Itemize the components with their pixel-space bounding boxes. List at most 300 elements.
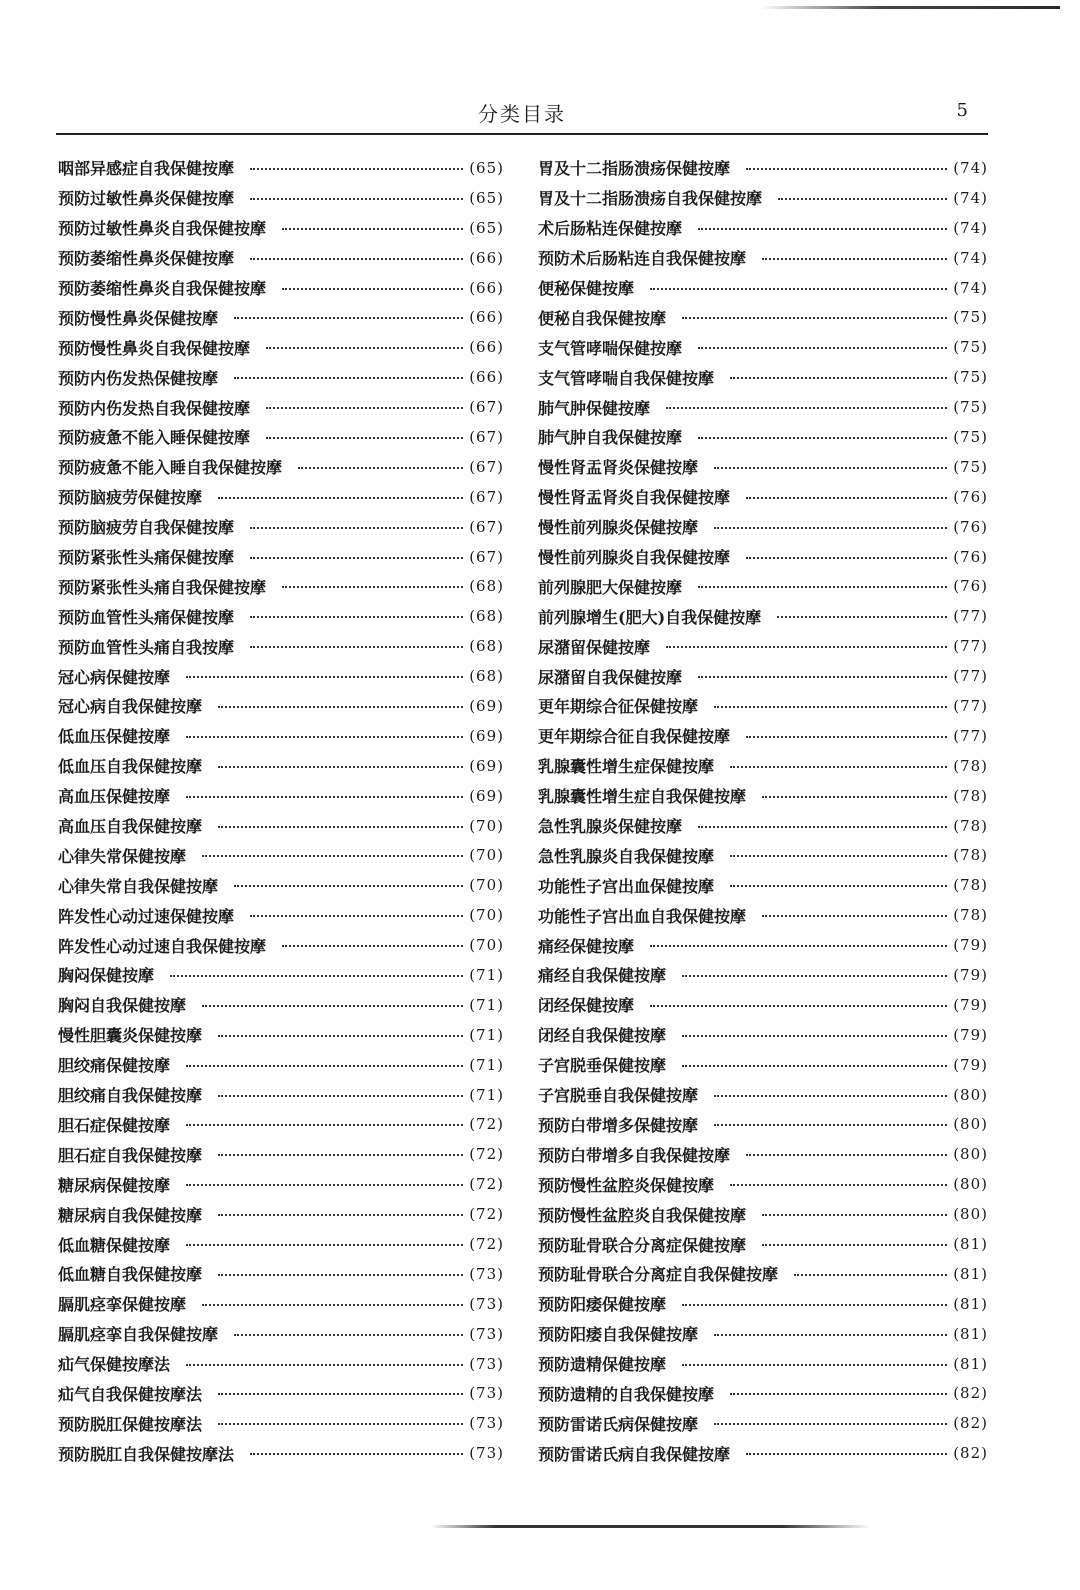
toc-entry (538, 1080, 988, 1110)
toc-dot-leader (666, 407, 947, 409)
toc-entry (538, 601, 988, 631)
toc-entry-page: (80) (953, 1115, 988, 1134)
toc-dot-leader (730, 1184, 947, 1186)
toc-entry-title: 慢性肾盂肾炎保健按摩 (538, 458, 699, 478)
toc-dot-leader (250, 1453, 463, 1455)
toc-entry-title: 预防萎缩性鼻炎自我保健按摩 (58, 279, 267, 298)
toc-entry (58, 870, 504, 900)
toc-entry-title: 糖尿病保健按摩 (58, 1175, 171, 1195)
toc-entry-title: 预防遗精保健按摩 (538, 1355, 667, 1375)
toc-entry-title: 痛经自我保健按摩 (538, 966, 667, 986)
toc-entry-title: 预防过敏性鼻炎保健按摩 (58, 189, 235, 209)
toc-dot-leader (746, 557, 947, 559)
toc-entry-page: (67) (469, 457, 504, 476)
toc-entry (538, 1259, 988, 1289)
toc-entry (58, 1438, 504, 1468)
toc-dot-leader (250, 168, 463, 170)
toc-entry-page: (81) (953, 1324, 988, 1343)
toc-entry (58, 1110, 504, 1140)
toc-dot-leader (282, 945, 463, 947)
toc-entry-page: (77) (953, 667, 988, 686)
toc-entry-page: (78) (953, 816, 988, 835)
toc-entry-page: (77) (953, 696, 988, 715)
toc-entry (538, 751, 988, 781)
toc-dot-leader (186, 1244, 463, 1246)
toc-entry-title: 阵发性心动过速自我保健按摩 (58, 936, 267, 956)
toc-entry (538, 661, 988, 691)
toc-entry (58, 213, 504, 243)
toc-entry (58, 332, 504, 362)
toc-entry (538, 1438, 988, 1468)
toc-entry-title: 预防白带增多保健按摩 (538, 1115, 699, 1135)
toc-entry-page: (66) (469, 278, 504, 297)
toc-entry-title: 心律失常保健按摩 (58, 846, 187, 866)
toc-dot-leader (682, 975, 947, 977)
toc-entry (538, 1289, 988, 1319)
toc-entry (538, 840, 988, 870)
toc-entry-page: (78) (953, 846, 988, 865)
toc-entry (58, 631, 504, 661)
toc-entry (58, 1289, 504, 1319)
toc-entry (538, 1110, 988, 1140)
toc-entry-page: (76) (953, 577, 988, 596)
toc-entry-title: 预防血管性头痛保健按摩 (58, 607, 235, 627)
toc-entry-page: (82) (953, 1384, 988, 1403)
toc-entry-page: (72) (469, 1175, 504, 1194)
toc-dot-leader (218, 1393, 463, 1395)
toc-entry-page: (75) (953, 427, 988, 446)
toc-entry-page: (80) (953, 1175, 988, 1194)
toc-entry-title: 咽部异感症自我保健按摩 (58, 159, 235, 179)
toc-entry-page: (65) (469, 218, 504, 237)
toc-dot-leader (730, 885, 947, 887)
toc-entry-page: (71) (469, 965, 504, 984)
toc-entry-page: (81) (953, 1235, 988, 1253)
toc-entry-page: (82) (953, 1414, 988, 1433)
toc-column-left (58, 153, 504, 1468)
toc-dot-leader (250, 198, 463, 200)
toc-entry-title: 痛经保健按摩 (538, 936, 635, 956)
toc-entry-title: 更年期综合征自我保健按摩 (538, 727, 731, 747)
toc-entry-page: (67) (469, 487, 504, 506)
toc-entry (58, 751, 504, 781)
toc-entry-page: (67) (469, 398, 504, 417)
toc-dot-leader (746, 1453, 947, 1455)
toc-dot-leader (746, 497, 947, 499)
toc-entry-page: (68) (469, 607, 504, 626)
toc-dot-leader (778, 198, 947, 200)
toc-entry-title: 预防雷诺氏病自我保健按摩 (538, 1444, 731, 1464)
toc-entry (538, 482, 988, 512)
toc-entry (58, 1229, 504, 1259)
toc-entry (538, 1408, 988, 1438)
toc-dot-leader (762, 1214, 947, 1216)
toc-entry-title: 胸闷保健按摩 (58, 966, 155, 986)
toc-entry-page: (66) (469, 308, 504, 327)
toc-dot-leader (250, 557, 463, 559)
toc-dot-leader (714, 1095, 947, 1097)
toc-entry-title: 术后肠粘连保健按摩 (538, 219, 683, 239)
toc-entry (58, 183, 504, 213)
toc-entry-title: 糖尿病自我保健按摩 (58, 1205, 203, 1225)
toc-entry-title: 支气管哮喘保健按摩 (538, 338, 683, 358)
toc-entry (538, 542, 988, 572)
toc-entry-title: 阵发性心动过速保健按摩 (58, 906, 235, 926)
toc-entry-title: 预防雷诺氏病保健按摩 (538, 1414, 699, 1434)
toc-entry-page: (78) (953, 876, 988, 895)
toc-entry (58, 452, 504, 482)
toc-entry-title: 胃及十二指肠溃疡自我保健按摩 (538, 189, 763, 209)
toc-entry (58, 1169, 504, 1199)
toc-dot-leader (250, 646, 463, 648)
toc-entry-title: 慢性胆囊炎保健按摩 (58, 1026, 203, 1046)
toc-entry-page: (79) (953, 1055, 988, 1074)
toc-entry-title: 膈肌痉挛自我保健按摩 (58, 1325, 219, 1345)
toc-entry-title: 预防慢性鼻炎自我保健按摩 (58, 338, 251, 358)
toc-dot-leader (746, 168, 947, 170)
toc-entry (538, 243, 988, 273)
toc-entry-page: (74) (953, 278, 988, 297)
toc-entry-page: (71) (469, 1085, 504, 1104)
toc-entry (538, 183, 988, 213)
toc-entry-title: 预防萎缩性鼻炎保健按摩 (58, 249, 235, 269)
toc-entry-title: 低血压保健按摩 (58, 727, 171, 747)
toc-entry-title: 预防术后肠粘连自我保健按摩 (538, 249, 747, 269)
toc-dot-leader (682, 1304, 947, 1306)
toc-entry-page: (78) (953, 786, 988, 805)
toc-dot-leader (762, 258, 947, 260)
toc-entry (58, 1080, 504, 1110)
toc-entry (58, 1349, 504, 1379)
toc-entry-page: (76) (953, 547, 988, 566)
toc-dot-leader (698, 586, 947, 588)
toc-dot-leader (218, 766, 463, 768)
toc-dot-leader (186, 1065, 463, 1067)
toc-entry-page: (77) (953, 607, 988, 626)
toc-entry (58, 392, 504, 422)
toc-entry-page: (70) (469, 816, 504, 835)
toc-entry-title: 预防脱肛保健按摩法 (58, 1414, 203, 1434)
toc-entry (58, 811, 504, 841)
toc-entry-title: 胸闷自我保健按摩 (58, 996, 187, 1016)
toc-entry (538, 1139, 988, 1169)
toc-entry-page: (67) (469, 547, 504, 566)
toc-entry (538, 422, 988, 452)
toc-dot-leader (266, 407, 463, 409)
toc-entry (58, 1020, 504, 1050)
toc-entry-page: (72) (469, 1115, 504, 1134)
toc-entry (58, 1199, 504, 1229)
toc-entry (538, 960, 988, 990)
toc-dot-leader (202, 855, 463, 857)
toc-entry (58, 1319, 504, 1349)
toc-entry (538, 512, 988, 542)
toc-dot-leader (234, 885, 463, 887)
toc-dot-leader (746, 736, 947, 738)
toc-entry-title: 冠心病自我保健按摩 (58, 697, 203, 717)
toc-dot-leader (650, 1005, 947, 1007)
toc-entry-page: (68) (469, 637, 504, 656)
toc-entry-title: 闭经自我保健按摩 (538, 1026, 667, 1046)
toc-entry-page: (81) (953, 1294, 988, 1313)
toc-entry-page: (75) (953, 368, 988, 387)
toc-entry-page: (66) (469, 248, 504, 267)
toc-entry-title: 功能性子宫出血保健按摩 (538, 876, 715, 896)
toc-entry (58, 362, 504, 392)
toc-entry-title: 胆石症自我保健按摩 (58, 1145, 203, 1165)
toc-entry-page: (80) (953, 1085, 988, 1104)
toc-entry (538, 781, 988, 811)
toc-dot-leader (698, 676, 947, 678)
toc-entry-page: (75) (953, 457, 988, 476)
toc-dot-leader (730, 855, 947, 857)
toc-dot-leader (218, 1095, 463, 1097)
toc-dot-leader (218, 497, 463, 499)
toc-entry-title: 胃及十二指肠溃疡保健按摩 (538, 159, 731, 179)
toc-entry-title: 预防慢性盆腔炎保健按摩 (538, 1175, 715, 1195)
toc-dot-leader (714, 527, 947, 529)
toc-entry (538, 273, 988, 303)
toc-entry-title: 预防内伤发热保健按摩 (58, 368, 219, 388)
toc-entry-page: (79) (953, 995, 988, 1014)
toc-dot-leader (234, 377, 463, 379)
toc-entry-title: 尿潴留保健按摩 (538, 637, 651, 657)
toc-dot-leader (714, 1124, 947, 1126)
toc-entry-title: 急性乳腺炎保健按摩 (538, 817, 683, 837)
toc-entry-title: 预防阳痿自我保健按摩 (538, 1325, 699, 1345)
toc-dot-leader (682, 1065, 947, 1067)
toc-entry-title: 高血压保健按摩 (58, 787, 171, 807)
toc-entry-page: (71) (469, 1055, 504, 1074)
toc-entry-title: 预防血管性头痛自我按摩 (58, 637, 235, 657)
toc-entry (58, 153, 504, 183)
toc-entry-page: (74) (953, 248, 988, 267)
toc-entry-title: 慢性肾盂肾炎自我保健按摩 (538, 488, 731, 508)
toc-entry (538, 153, 988, 183)
toc-entry-title: 便秘保健按摩 (538, 279, 635, 298)
toc-entry-page: (68) (469, 667, 504, 686)
toc-entry-page: (69) (469, 696, 504, 715)
toc-entry (58, 900, 504, 930)
toc-entry-title: 预防过敏性鼻炎自我保健按摩 (58, 219, 267, 239)
toc-entry-page: (66) (469, 338, 504, 357)
toc-entry (58, 781, 504, 811)
toc-dot-leader (202, 1005, 463, 1007)
toc-entry-page: (70) (469, 846, 504, 865)
toc-entry-title: 低血糖自我保健按摩 (58, 1265, 203, 1285)
toc-entry-page: (75) (953, 338, 988, 357)
toc-entry (538, 691, 988, 721)
toc-entry (538, 1319, 988, 1349)
toc-dot-leader (714, 706, 947, 708)
toc-entry (538, 392, 988, 422)
toc-entry-title: 慢性前列腺炎自我保健按摩 (538, 548, 731, 568)
toc-dot-leader (186, 736, 463, 738)
toc-dot-leader (234, 317, 463, 319)
toc-entry-page: (69) (469, 726, 504, 745)
toc-entry-title: 子宫脱垂保健按摩 (538, 1056, 667, 1076)
toc-entry-title: 预防疲惫不能入睡自我保健按摩 (58, 458, 283, 478)
toc-entry-title: 预防耻骨联合分离症保健按摩 (538, 1235, 747, 1255)
toc-entry-title: 支气管哮喘自我保健按摩 (538, 368, 715, 388)
toc-entry-title: 慢性前列腺炎保健按摩 (538, 518, 699, 538)
toc-entry-page: (77) (953, 637, 988, 656)
toc-entry (538, 1199, 988, 1229)
toc-dot-leader (698, 437, 947, 439)
toc-entry (538, 302, 988, 332)
toc-entry (538, 1229, 988, 1259)
scan-edge-top (760, 6, 1060, 9)
toc-dot-leader (282, 586, 463, 588)
toc-dot-leader (186, 1184, 463, 1186)
toc-entry-page: (76) (953, 517, 988, 536)
toc-entry-title: 疝气保健按摩法 (58, 1355, 171, 1375)
toc-dot-leader (218, 826, 463, 828)
toc-entry (58, 1379, 504, 1409)
toc-entry-title: 低血糖保健按摩 (58, 1235, 171, 1255)
toc-dot-leader (186, 1124, 463, 1126)
toc-entry (58, 512, 504, 542)
toc-dot-leader (170, 975, 463, 977)
toc-entry-page: (71) (469, 995, 504, 1014)
toc-dot-leader (762, 1244, 947, 1246)
toc-entry-title: 低血压自我保健按摩 (58, 757, 203, 777)
toc-entry (538, 332, 988, 362)
toc-entry (58, 482, 504, 512)
toc-entry-page: (79) (953, 936, 988, 955)
toc-entry-page: (81) (953, 1354, 988, 1373)
toc-entry-title: 肺气肿保健按摩 (538, 398, 651, 418)
toc-dot-leader (282, 228, 463, 230)
toc-entry (538, 930, 988, 960)
toc-entry-title: 高血压自我保健按摩 (58, 817, 203, 837)
toc-entry-title: 预防阳痿保健按摩 (538, 1295, 667, 1315)
toc-entry (58, 840, 504, 870)
toc-dot-leader (794, 1274, 947, 1276)
toc-entry (538, 1379, 988, 1409)
toc-entry-title: 前列腺肥大保健按摩 (538, 577, 683, 597)
toc-entry-title: 更年期综合征保健按摩 (538, 697, 699, 717)
toc-dot-leader (218, 1154, 463, 1156)
toc-dot-leader (730, 766, 947, 768)
toc-entry (538, 900, 988, 930)
toc-dot-leader (698, 826, 947, 828)
toc-entry-page: (82) (953, 1444, 988, 1463)
toc-entry-page: (65) (469, 158, 504, 177)
toc-entry (58, 721, 504, 751)
toc-dot-leader (682, 317, 947, 319)
toc-entry-title: 闭经保健按摩 (538, 996, 635, 1016)
toc-entry-title: 预防内伤发热自我保健按摩 (58, 398, 251, 418)
toc-entry-page: (73) (469, 1354, 504, 1373)
toc-entry-page: (69) (469, 786, 504, 805)
toc-entry-page: (75) (953, 398, 988, 417)
toc-entry-title: 肺气肿自我保健按摩 (538, 428, 683, 448)
toc-dot-leader (250, 616, 463, 618)
toc-entry (58, 571, 504, 601)
toc-entry-title: 预防慢性鼻炎保健按摩 (58, 308, 219, 328)
toc-entry-page: (81) (953, 1264, 988, 1283)
toc-dot-leader (186, 796, 463, 798)
toc-entry-title: 子宫脱垂自我保健按摩 (538, 1086, 699, 1106)
toc-entry (538, 721, 988, 751)
toc-entry (58, 990, 504, 1020)
toc-dot-leader (650, 945, 947, 947)
toc-entry-title: 心律失常自我保健按摩 (58, 876, 219, 896)
toc-entry (538, 1020, 988, 1050)
header-rule (56, 133, 988, 135)
toc-entry-title: 功能性子宫出血自我保健按摩 (538, 906, 747, 926)
toc-entry-page: (78) (953, 756, 988, 775)
toc-dot-leader (746, 1154, 947, 1156)
toc-dot-leader (682, 1364, 947, 1366)
toc-entry (58, 1408, 504, 1438)
toc-entry-page: (80) (953, 1145, 988, 1164)
toc-entry-page: (78) (953, 906, 988, 925)
toc-entry (58, 960, 504, 990)
toc-dot-leader (730, 1393, 947, 1395)
toc-dot-leader (202, 1304, 463, 1306)
toc-entry (58, 542, 504, 572)
toc-entry-title: 预防疲惫不能入睡保健按摩 (58, 428, 251, 448)
toc-entry-page: (72) (469, 1145, 504, 1164)
toc-dot-leader (714, 467, 947, 469)
toc-dot-leader (698, 347, 947, 349)
toc-entry-title: 便秘自我保健按摩 (538, 308, 667, 328)
toc-dot-leader (730, 377, 947, 379)
toc-dot-leader (186, 1364, 463, 1366)
toc-entry-title: 预防耻骨联合分离症自我保健按摩 (538, 1265, 779, 1285)
toc-entry (538, 870, 988, 900)
toc-dot-leader (250, 915, 463, 917)
toc-entry-title: 尿潴留自我保健按摩 (538, 667, 683, 687)
toc-entry (58, 422, 504, 452)
toc-entry-page: (72) (469, 1205, 504, 1224)
toc-entry-page: (74) (953, 158, 988, 177)
toc-entry-page: (70) (469, 936, 504, 955)
toc-entry (58, 1259, 504, 1289)
toc-entry-page: (67) (469, 517, 504, 536)
toc-entry (538, 1169, 988, 1199)
toc-entry-title: 预防脱肛自我保健按摩法 (58, 1444, 235, 1464)
toc-entry-page: (73) (469, 1264, 504, 1283)
toc-entry-page: (79) (953, 1025, 988, 1044)
toc-entry (538, 452, 988, 482)
toc-dot-leader (682, 1035, 947, 1037)
toc-entry (58, 302, 504, 332)
toc-entry-title: 预防慢性盆腔炎自我保健按摩 (538, 1205, 747, 1225)
toc-dot-leader (650, 288, 947, 290)
toc-entry-page: (74) (953, 218, 988, 237)
toc-dot-leader (266, 347, 463, 349)
toc-dot-leader (714, 1423, 947, 1425)
toc-dot-leader (250, 258, 463, 260)
toc-entry (58, 1139, 504, 1169)
toc-entry-page: (79) (953, 965, 988, 984)
toc-entry-title: 前列腺增生(肥大)自我保健按摩 (538, 607, 762, 627)
toc-dot-leader (218, 1423, 463, 1425)
toc-entry (538, 631, 988, 661)
toc-entry (58, 273, 504, 303)
toc-entry-page: (74) (953, 188, 988, 207)
toc-dot-leader (218, 706, 463, 708)
toc-entry (58, 691, 504, 721)
page-header (56, 96, 988, 134)
toc-entry-page: (66) (469, 368, 504, 387)
toc-entry-title: 预防紧张性头痛保健按摩 (58, 548, 235, 568)
toc-entry-page: (73) (469, 1414, 504, 1433)
toc-entry-page: (73) (469, 1444, 504, 1463)
